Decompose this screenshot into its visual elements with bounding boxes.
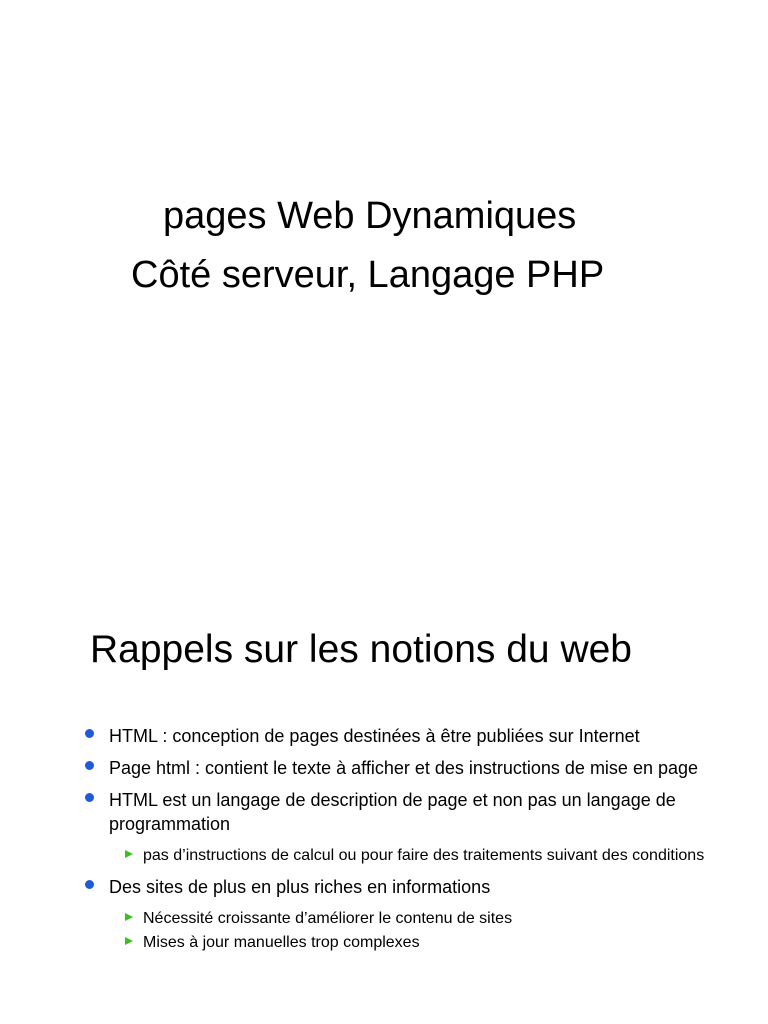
sub-bullet-item [84,844,734,867]
bullet-dot-icon [85,729,94,738]
arrow-right-icon [125,913,133,921]
bullet-item [84,724,734,748]
bullet-text: HTML : conception de pages destinées à être publiées sur Internet [109,726,640,746]
bullet-text: Page html : contient le texte à afficher et des instructions de mise en page [109,758,699,778]
sub-bullet-text: Nécessité croissante d’améliorer le contenu de sites [143,910,513,927]
slide-title-line-2: Côté serveur, Langage PHP [131,254,605,296]
bullet-item [84,756,734,780]
arrow-right-icon [125,937,133,945]
bullet-dot-icon [85,793,94,802]
bullet-list [84,724,734,962]
slide-title-line-1: pages Web Dynamiques [163,195,577,237]
sub-bullet-text: Mises à jour manuelles trop complexes [143,934,420,951]
content-slide [0,560,768,1024]
bullet-item [84,788,734,836]
arrow-right-icon [125,850,133,858]
sub-bullet-item [84,931,734,954]
sub-bullet-item [84,907,734,930]
bullet-item [84,875,734,899]
bullet-text: HTML est un langage de description de page et non pas un langage de programmation [109,790,676,834]
bullet-text: Des sites de plus en plus riches en informations [109,877,491,897]
sub-bullet-text: pas d’instructions de calcul ou pour faire des traitements suivant des conditions [143,847,705,864]
bullet-dot-icon [85,761,94,770]
slide-heading: Rappels sur les notions du web [90,628,632,671]
bullet-dot-icon [85,880,94,889]
